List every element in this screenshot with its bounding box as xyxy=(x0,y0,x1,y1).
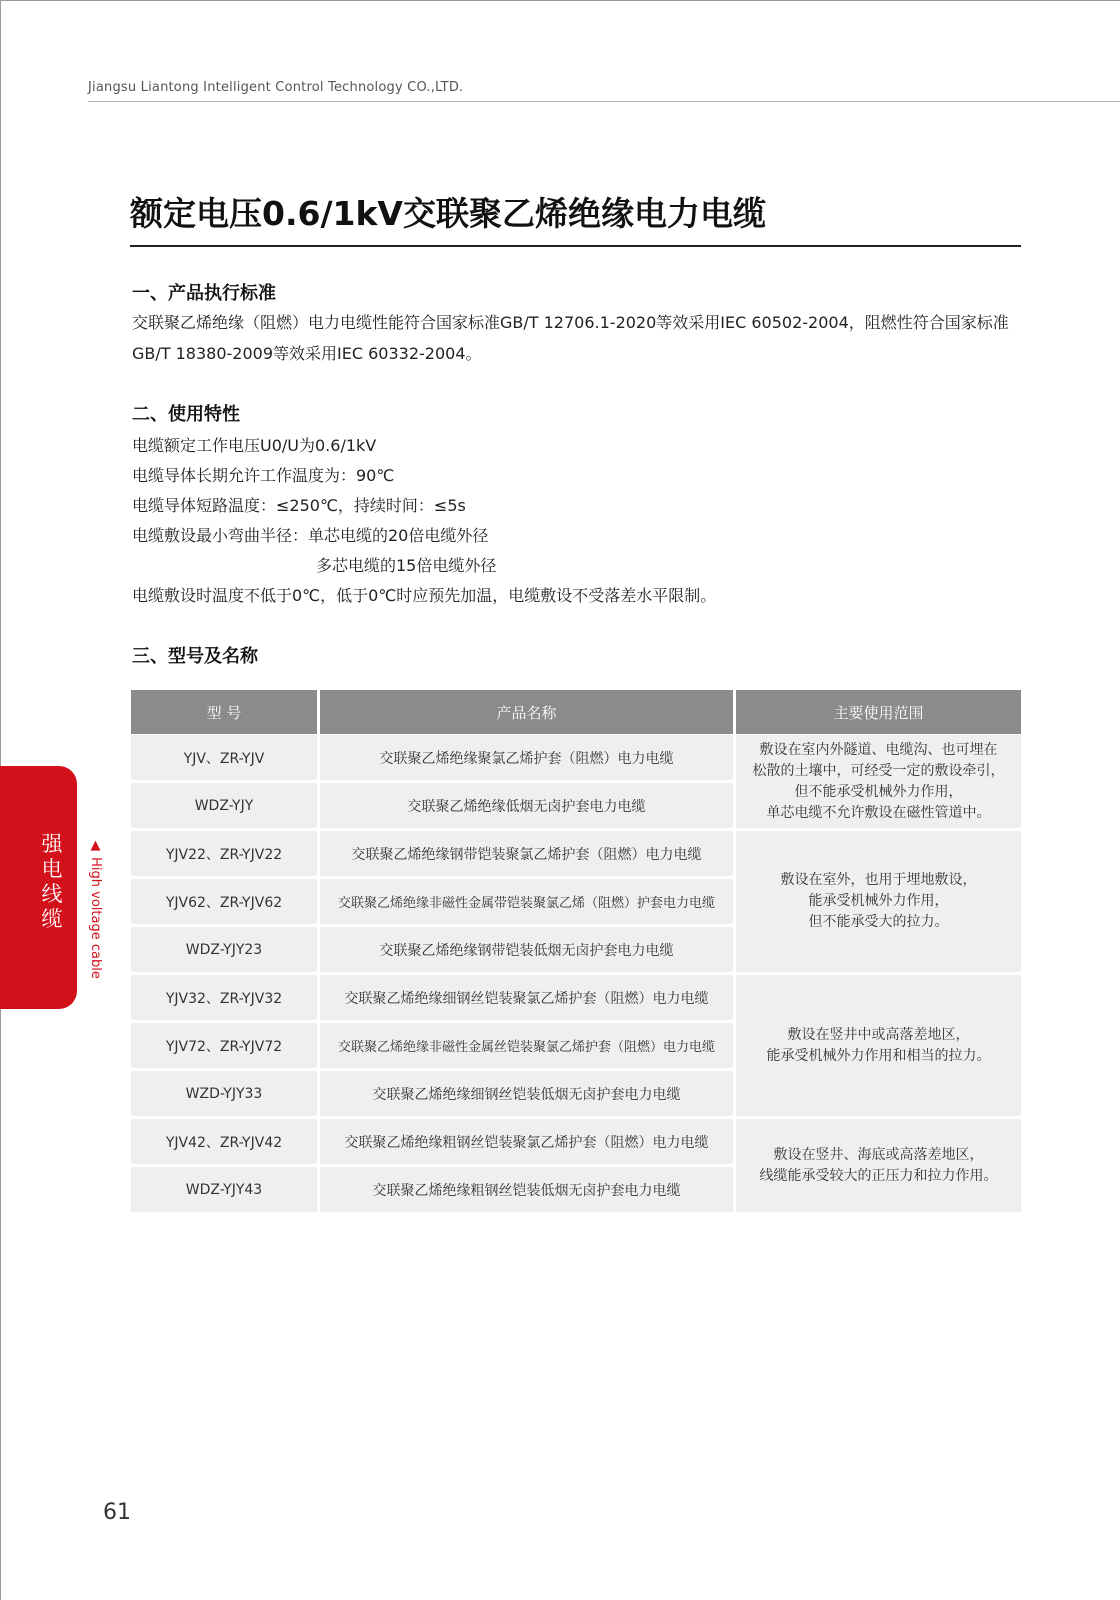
feature-line: 电缆额定工作电压U0/U为0.6/1kV xyxy=(132,436,377,455)
table-cell-usage: 敷设在室内外隧道、电缆沟、也可埋在 松散的土壤中，可经受一定的敷设牵引， 但不能承受机械外力作用， 单芯电缆不允许敷设在磁性管道中。 xyxy=(736,735,1021,828)
table-cell-model: WZD-YJY33 xyxy=(131,1071,317,1116)
feature-line: 电缆敷设最小弯曲半径：单芯电缆的20倍电缆外径 xyxy=(132,526,489,545)
feature-line: 电缆导体短路温度：≤250℃，持续时间：≤5s xyxy=(132,496,466,515)
table-cell-name: 交联聚乙烯绝缘非磁性金属带铠装聚氯乙烯（阻燃）护套电力电缆 xyxy=(320,879,733,924)
table-cell-model: YJV62、ZR-YJV62 xyxy=(131,879,317,924)
table-cell-usage: 敷设在室外，也用于埋地敷设， 能承受机械外力作用， 但不能承受大的拉力。 xyxy=(736,831,1021,972)
table-header-usage: 主要使用范围 xyxy=(736,690,1021,734)
table-cell-model: YJV32、ZR-YJV32 xyxy=(131,975,317,1020)
feature-line: 多芯电缆的15倍电缆外径 xyxy=(316,556,497,575)
table-cell-model: WDZ-YJY43 xyxy=(131,1167,317,1212)
header-company-name: Jiangsu Liantong Intelligent Control Technology CO.,LTD. xyxy=(88,80,464,95)
table-cell-name: 交联聚乙烯绝缘钢带铠装低烟无卤护套电力电缆 xyxy=(320,927,733,972)
table-cell-name: 交联聚乙烯绝缘非磁性金属丝铠装聚氯乙烯护套（阻燃）电力电缆 xyxy=(320,1023,733,1068)
section-heading-features: 二、使用特性 xyxy=(132,404,240,425)
table-cell-model: WDZ-YJY23 xyxy=(131,927,317,972)
page-title: 额定电压0.6/1kV交联聚乙烯绝缘电力电缆 xyxy=(130,194,766,233)
table-cell-model: YJV22、ZR-YJV22 xyxy=(131,831,317,876)
table-cell-name: 交联聚乙烯绝缘钢带铠装聚氯乙烯护套（阻燃）电力电缆 xyxy=(320,831,733,876)
header-divider xyxy=(88,101,1120,102)
table-cell-usage: 敷设在竖井、海底或高落差地区， 线缆能承受较大的正压力和拉力作用。 xyxy=(736,1119,1021,1212)
table-cell-name: 交联聚乙烯绝缘细钢丝铠装聚氯乙烯护套（阻燃）电力电缆 xyxy=(320,975,733,1020)
side-category-tab xyxy=(0,766,77,1009)
side-tab-label: 强电线缆 xyxy=(41,832,63,931)
page-number: 61 xyxy=(103,1500,131,1525)
table-cell-model: YJV42、ZR-YJV42 xyxy=(131,1119,317,1164)
table-cell-model: YJV、ZR-YJV xyxy=(131,735,317,780)
table-cell-name: 交联聚乙烯绝缘细钢丝铠装低烟无卤护套电力电缆 xyxy=(320,1071,733,1116)
table-cell-name: 交联聚乙烯绝缘粗钢丝铠装低烟无卤护套电力电缆 xyxy=(320,1167,733,1212)
table-cell-model: WDZ-YJY xyxy=(131,783,317,828)
section-heading-standard: 一、产品执行标准 xyxy=(132,283,276,304)
feature-line: 电缆敷设时温度不低于0℃，低于0℃时应预先加温，电缆敷设不受落差水平限制。 xyxy=(132,586,717,605)
table-header-name: 产品名称 xyxy=(320,690,733,734)
title-underline xyxy=(130,245,1021,247)
feature-line: 电缆导体长期允许工作温度为：90℃ xyxy=(132,466,395,485)
section-heading-models: 三、型号及名称 xyxy=(132,646,258,667)
table-cell-name: 交联聚乙烯绝缘低烟无卤护套电力电缆 xyxy=(320,783,733,828)
side-tab-english: ▲ High voltage cable xyxy=(88,838,103,979)
table-cell-name: 交联聚乙烯绝缘粗钢丝铠装聚氯乙烯护套（阻燃）电力电缆 xyxy=(320,1119,733,1164)
table-cell-model: YJV72、ZR-YJV72 xyxy=(131,1023,317,1068)
table-cell-usage: 敷设在竖井中或高落差地区， 能承受机械外力作用和相当的拉力。 xyxy=(736,975,1021,1116)
standard-paragraph: 交联聚乙烯绝缘（阻燃）电力电缆性能符合国家标准GB/T 12706.1-2020等效采用IEC 60502-2004，阻燃性符合国家标准GB/T 18380-2009等效采用IEC 60332-2004。 xyxy=(132,313,1009,363)
page-border-top xyxy=(0,0,1120,1)
table-cell-name: 交联聚乙烯绝缘聚氯乙烯护套（阻燃）电力电缆 xyxy=(320,735,733,780)
table-header-model: 型 号 xyxy=(131,690,317,734)
